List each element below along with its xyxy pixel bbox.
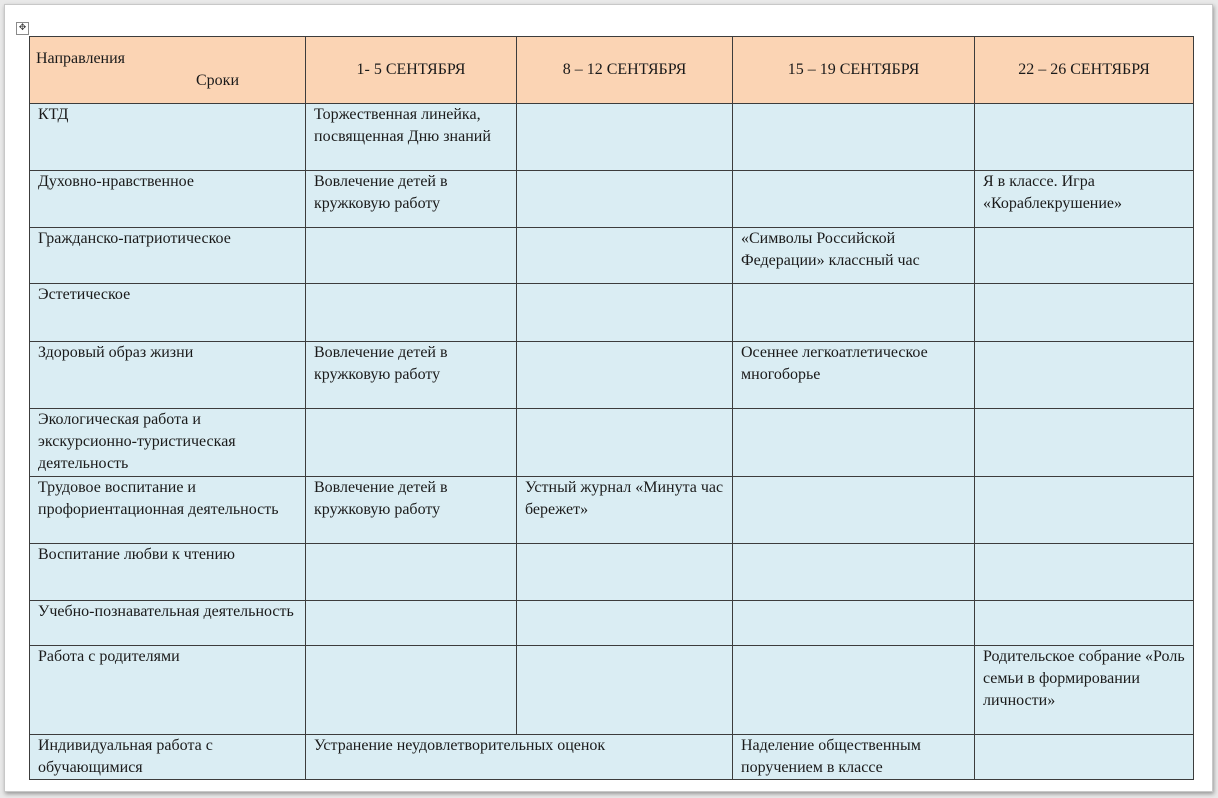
direction-cell: Индивидуальная работа с обучающимися	[30, 735, 306, 780]
week-4-cell	[975, 544, 1194, 601]
week-1-cell	[306, 601, 517, 646]
direction-cell: Трудовое воспитание и профориентационная деятельность	[30, 477, 306, 544]
week-2-cell	[517, 171, 733, 228]
header-week-2: 8 – 12 СЕНТЯБРЯ	[517, 37, 733, 104]
week-3-cell: Осеннее легкоатлетическое многоборье	[733, 342, 975, 409]
week-3-cell	[733, 171, 975, 228]
direction-cell: КТД	[30, 104, 306, 171]
week-3-cell	[733, 646, 975, 735]
direction-cell: Эстетическое	[30, 284, 306, 342]
week-2-cell	[517, 544, 733, 601]
week-3-cell: «Символы Российской Федерации» классный час	[733, 228, 975, 284]
table-move-handle-icon[interactable]: ✥	[16, 22, 29, 35]
week-1-cell: Вовлечение детей в кружковую работу	[306, 477, 517, 544]
direction-cell: Учебно-познавательная деятельность	[30, 601, 306, 646]
table-row	[30, 601, 1194, 646]
direction-cell: Работа с родителями	[30, 646, 306, 735]
header-row	[30, 37, 1194, 104]
week-4-cell	[975, 735, 1194, 780]
direction-cell: Экологическая работа и экскурсионно-туристическая деятельность	[30, 409, 306, 477]
week-3-cell	[733, 544, 975, 601]
table-row	[30, 104, 1194, 171]
week-4-cell: Я в классе. Игра «Кораблекрушение»	[975, 171, 1194, 228]
week-4-cell	[975, 601, 1194, 646]
week-1-cell: Торжественная линейка, посвященная Дню знаний	[306, 104, 517, 171]
week-4-cell	[975, 284, 1194, 342]
week-1-2-merged-cell: Устранение неудовлетворительных оценок	[306, 735, 733, 780]
table-row	[30, 284, 1194, 342]
document-page	[4, 4, 1213, 792]
header-directions-label: Направления	[36, 50, 126, 67]
table-row	[30, 171, 1194, 228]
week-1-cell: Вовлечение детей в кружковую работу	[306, 342, 517, 409]
week-3-cell: Наделение общественным поручением в классе	[733, 735, 975, 780]
week-4-cell	[975, 477, 1194, 544]
week-2-cell	[517, 409, 733, 477]
header-dates-label: Сроки	[196, 72, 240, 89]
plan-table	[29, 36, 1194, 780]
table-row	[30, 735, 1194, 780]
week-4-cell: Родительское собрание «Роль семьи в формировании личности»	[975, 646, 1194, 735]
week-2-cell	[517, 601, 733, 646]
table-row	[30, 544, 1194, 601]
week-3-cell	[733, 409, 975, 477]
week-1-cell	[306, 646, 517, 735]
header-week-1: 1- 5 СЕНТЯБРЯ	[306, 37, 517, 104]
week-2-cell	[517, 104, 733, 171]
week-3-cell	[733, 104, 975, 171]
week-1-cell	[306, 228, 517, 284]
direction-cell: Духовно-нравственное	[30, 171, 306, 228]
table-row	[30, 477, 1194, 544]
week-3-cell	[733, 477, 975, 544]
week-1-cell	[306, 409, 517, 477]
week-1-cell	[306, 284, 517, 342]
week-4-cell	[975, 409, 1194, 477]
week-4-cell	[975, 228, 1194, 284]
header-corner-cell	[30, 37, 306, 104]
direction-cell: Гражданско-патриотическое	[30, 228, 306, 284]
week-3-cell	[733, 284, 975, 342]
table-row	[30, 646, 1194, 735]
week-4-cell	[975, 104, 1194, 171]
week-2-cell	[517, 342, 733, 409]
header-week-3: 15 – 19 СЕНТЯБРЯ	[733, 37, 975, 104]
week-1-cell	[306, 544, 517, 601]
week-2-cell	[517, 646, 733, 735]
table-row	[30, 228, 1194, 284]
table-row	[30, 409, 1194, 477]
week-2-cell: Устный журнал «Минута час бережет»	[517, 477, 733, 544]
direction-cell: Воспитание любви к чтению	[30, 544, 306, 601]
direction-cell: Здоровый образ жизни	[30, 342, 306, 409]
week-4-cell	[975, 342, 1194, 409]
table-row	[30, 342, 1194, 409]
week-2-cell	[517, 228, 733, 284]
header-week-4: 22 – 26 СЕНТЯБРЯ	[975, 37, 1194, 104]
week-1-cell: Вовлечение детей в кружковую работу	[306, 171, 517, 228]
week-2-cell	[517, 284, 733, 342]
week-3-cell	[733, 601, 975, 646]
